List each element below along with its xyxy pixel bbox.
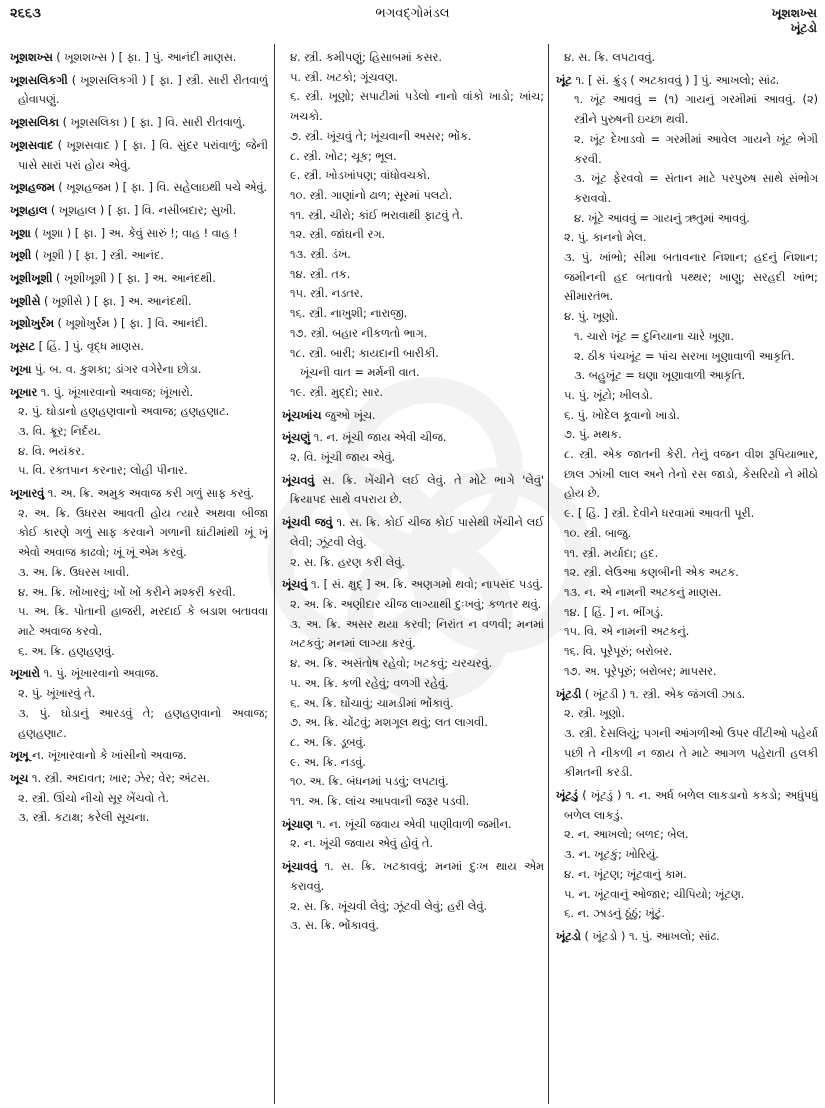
numbered-sense: ૪. પું. ખૂણો.	[564, 310, 619, 324]
column-right	[556, 48, 818, 1103]
numbered-sense: ૬. ન. ઝાડનું ઠૂંઠું; ખૂંટું.	[564, 907, 665, 921]
definition: ( ખૂશહાલ ) [ ફા. ] વિ. નસીબદાર; સુખી.	[47, 203, 237, 217]
headword: ખૂખારો	[10, 667, 41, 681]
numbered-sense: ૩. પું. ખાંભો; સીમા બતાવનાર નિશાન; હદનું નિશાન; જમીનની હદ બતાવતો પથ્થર; ખાણુ; સરહદી ખાંભ; સીમારતંભ.	[564, 251, 818, 304]
numbered-sense: ૫. અ. ક્રિ. પોતાની હાજરી, મરદાઈ કે બડાશ બતાવવા માટે અવાજ કરવો.	[18, 605, 268, 638]
definition: સ. ક્રિ. ખેંચીને લઈ લેવું. તે મોટે ભાગે 'લેવું' ક્રિયાપદ સાથે વપરાય છે.	[290, 473, 544, 507]
definition: ( ખૂશોખુર્રમ ) [ ફા. ] વિ. આનંદી.	[53, 317, 208, 331]
numbered-sense: ૯. અ. ક્રિ. નડવું.	[290, 755, 366, 769]
entry-line	[10, 337, 268, 357]
entry-line	[10, 746, 268, 766]
definition: ૧. ન. ખૂંચી જાય એવી ચીજ.	[310, 431, 447, 445]
entry-line	[10, 269, 268, 289]
dictionary-entry	[10, 360, 268, 380]
definition: ૧. સ. ક્રિ. ખટકાવવું; મનમાં દુઃખ થાય એમ કરાવવું.	[290, 860, 544, 893]
definition: ( ખૂશશખ્સ ) [ ફા. ] પું. આનંદી માણસ.	[52, 51, 237, 64]
entry-line	[10, 48, 268, 68]
headword: ખૂખારવું	[10, 487, 45, 501]
numbered-sense: ૭. અ. ક્રિ. ચોંટવું; મશગૂલ થવું; લત લાગવી.	[290, 716, 488, 730]
numbered-sense: ૫. વિ. રક્તપાન કરનાર; લોહી પીનાર.	[18, 464, 188, 478]
headword: ખૂખૂ	[10, 749, 29, 763]
numbered-sense: ૨. સ્ત્રી. ખૂણો.	[564, 707, 625, 721]
entry-line	[10, 383, 268, 403]
phrase-sense: ૨. ખૂંટ દેખાડવો = ગરમીમાં આવેલ ગાયને ખૂંટ ભેગી કરવી.	[574, 132, 818, 166]
page-header	[0, 0, 825, 40]
numbered-sense: ૧૫. સ્ત્રી. નડતર.	[290, 287, 364, 301]
dictionary-entry	[10, 484, 268, 661]
guide-word-last: ખૂંટડો	[790, 21, 817, 35]
dictionary-entry	[282, 857, 544, 936]
numbered-sense: ૩. અ. ક્રિ. ઉધરસ ખાવી.	[18, 565, 130, 579]
entry-line	[10, 224, 268, 244]
entry-line	[10, 113, 268, 133]
numbered-sense: ૪. સ. ક્રિ. લપટાવવું.	[564, 51, 656, 64]
dictionary-entry	[282, 815, 544, 854]
numbered-sense: ૧૦. સ્ત્રી. ગાણાંનો ઢાળ; સૂરમાં પલટો.	[290, 188, 453, 202]
numbered-sense: ૧૪. [ હિં. ] ન. ભીંગડું.	[564, 605, 664, 619]
dictionary-entry	[10, 337, 268, 357]
numbered-sense: ૧૬. વિ. પૂરેપૂરું; બરોબર.	[564, 645, 673, 659]
definition: ૧. પું. ખૂંખારવાનો અવાજ.	[40, 667, 159, 681]
numbered-sense: ૮. અ. ક્રિ. ડૂબવું.	[290, 735, 367, 749]
dictionary-entry	[10, 664, 268, 743]
numbered-sense: ૧૭. સ્ત્રી. બહાર નીકળતો ભાગ.	[290, 326, 428, 340]
definition: ૧. પું. ખૂંખારવાનો અવાજ; ખૂંખારો.	[37, 385, 194, 399]
entry-line	[282, 815, 544, 835]
headword: ખૂશશખ્સ	[10, 51, 53, 64]
numbered-sense: ૧૦. સ્ત્રી. બાજુ.	[564, 526, 632, 540]
dictionary-entry	[10, 769, 268, 828]
numbered-sense: ૧૧. અ. ક્રિ. લાંચ આપવાની જરૂર પડવી.	[290, 795, 470, 809]
numbered-sense: ૩. અ. ક્રિ. અસર થયા કરવી; નિરાંત ન વળવી; મનમાં ખટકવું; મનમાં લાગ્યા કરવું.	[290, 617, 544, 651]
entry-line	[282, 471, 544, 510]
numbered-sense: ૮. સ્ત્રી. એક જાતની કેરી. તેનું વજન વીશ રૂપિયાભાર, છાલ ઝાંખી લાલ અને તેનો રસ જાડો, કેસરિયો ને મીઠો હોય છે.	[564, 448, 818, 501]
numbered-sense: ૯. [ હિં. ] સ્ત્રી. દેવીને ધરવામાં આવતી પૂરી.	[564, 507, 755, 521]
headword: ખૂખા	[10, 362, 32, 376]
headword: ખૂંટડી	[556, 687, 582, 701]
definition: ( ખૂશસલિકગી ) [ ફા. ] સ્ત્રી. સારી રીતવાળું હોવાપણું.	[18, 73, 268, 107]
numbered-sense: ૬. સ્ત્રી. ખૂણો; સપાટીમાં પડેલો નાનો વાંકો ખાડો; ખાંચ; ખચકો.	[290, 90, 544, 124]
phrase-sense: ૩. ખૂંટ ફેરવવો = સંતાન માટે પરપુરુષ સાથે સંભોગ કરાવવો.	[574, 172, 818, 205]
dictionary-entry	[10, 224, 268, 244]
numbered-sense: ૧૪. સ્ત્રી. તક.	[290, 267, 351, 281]
definition: ૧. [ સં. ક્રુંડ્ ( અટકાવવું ) ] પું. આખલો; સાંઢ.	[571, 73, 780, 87]
definition: ( ખૂશા ) [ ફા. ] અ. કેવું સારું !; વાહ ! વાહ !	[30, 226, 238, 240]
numbered-sense: ૧૫. વિ. એ નામની અટકનું.	[564, 625, 690, 639]
numbered-sense: ૧૯. સ્ત્રી. મુદ્દો; સાર.	[290, 385, 384, 399]
definition: ( ખૂશસવાદ ) [ ફા. ] વિ. સુંદર પરાંવાળું; જેની પાસે સારાં પરાં હોય એવું.	[18, 138, 268, 172]
dictionary-entry	[10, 136, 268, 175]
definition: [ હિં. ] પું. વૃદ્ધ માણસ.	[35, 340, 144, 354]
headword: ખૂશા	[10, 226, 31, 240]
definition: ( ખૂશસલિકા ) [ ફા. ] વિ. સારી રીતવાળું.	[58, 116, 246, 130]
definition: ( ખૂશીસે ) [ ફા. ] અ. આનંદથી.	[40, 294, 192, 308]
headword: ખૂશહજમ	[10, 181, 55, 195]
definition: ( ખૂંટડું ) ૧. ન. અર્ધ બળેલ લાકડાનો કકડો; અધુંપધું બળેલ લાકડું.	[564, 789, 818, 822]
numbered-sense: ૩. પું. ઘોડાનું આરડવું તે; હણહણવાનો અવાજ; હણહણાટ.	[18, 706, 268, 740]
numbered-sense: ૨. સ. ક્રિ. ખૂંચવી લેવું; ઝૂંટવી લેવું; હરી લેવું.	[290, 899, 488, 913]
numbered-sense: ૨. વિ. ખૂંચી જાય એવું.	[290, 451, 396, 465]
headword: ખૂંચવું	[282, 578, 308, 592]
headword: ખૂશોખુર્રમ	[10, 317, 54, 331]
numbered-sense: ૨. અ. ક્રિ. અણીદાર ચીજ લાગ્યાથી દુઃખવું; કળતર થવું.	[290, 597, 542, 611]
dictionary-entry	[10, 746, 268, 766]
column-middle	[282, 48, 544, 1103]
column-divider	[548, 44, 549, 1104]
numbered-sense: ૧૨. સ્ત્રી. જાંઘની રગ.	[290, 228, 386, 242]
definition: ( ખૂંટડી ) ૧. સ્ત્રી. એક જંગલી ઝાડ.	[581, 687, 746, 701]
dictionary-entry	[10, 383, 268, 482]
numbered-sense: ૪. વિ. ભયંકર.	[18, 444, 85, 458]
dictionary-entry	[556, 48, 818, 68]
dictionary-entry	[282, 471, 544, 510]
numbered-sense: ૨. અ. ક્રિ. ઉધરસ આવતી હોય ત્યારે અથવા બીજા કોઈ કારણે ગળું સાફ કરવાને ગળાની ઘાંટીમાંથી ખૂં ખૂં એવો અવાજ કાઢવો; ખૂં ખૂં એમ કરવું.	[18, 506, 268, 560]
definition: ( ખૂશહજમ ) [ ફા. ] વિ. સહેલાઇથી પચે એવું.	[54, 181, 268, 195]
numbered-sense: ૭. સ્ત્રી. ખૂંચવું તે; ખૂંચવાની અસર; ભોંક.	[290, 129, 472, 143]
entry-line	[556, 71, 818, 91]
numbered-sense: ૧૩. સ્ત્રી. ડંખ.	[290, 248, 351, 262]
headword: ખૂશહાલ	[10, 203, 48, 217]
definition: ૧. ન. ખૂંચી જવાય એવી પાણીવાળી જમીન.	[312, 817, 512, 831]
guide-words	[772, 6, 817, 36]
numbered-sense: ૯. સ્ત્રી. ખોડખાંપણ; વાંધોવચકો.	[290, 169, 431, 183]
definition: ( ખૂંટડો ) ૧. પું. આખલો; સાંઢ.	[580, 929, 720, 943]
dictionary-entry	[282, 575, 544, 811]
numbered-sense: ૩. વિ. ક્રૂર; નિર્દય.	[18, 424, 101, 438]
definition: ( ખૂશીખૂશી ) [ ફા. ] અ. આનંદથી.	[52, 272, 216, 286]
dictionary-entry	[556, 927, 818, 947]
phrase-sense: ૨. ઠીક પંચખૂંટ = પાંચ સરખા ખૂણાવાળી આકૃતિ.	[574, 349, 795, 363]
headword: ખૂંચવવું	[282, 473, 315, 487]
numbered-sense: ૬. અ. ક્રિ. ઘોંચાવું; ચામડીમાં ભોંકાવું.	[290, 696, 454, 710]
numbered-sense: ૧૩. ન. એ નામની અટકનું માણસ.	[564, 585, 722, 599]
definition: પું. બ. વ. કુશકા; ડાંગર વગેરેના છોડા.	[31, 362, 202, 376]
column-divider	[274, 44, 275, 1104]
headword: ખૂંચાવવું	[282, 860, 318, 874]
book-title: ભગવદ્ગોમંડલ	[375, 6, 450, 21]
entry-line	[10, 178, 268, 198]
numbered-sense: ૨. પું. કાનનો મેલ.	[564, 231, 647, 245]
headword: ખૂંચખાંચ	[282, 408, 322, 422]
dictionary-entry	[10, 314, 268, 334]
dictionary-entry	[10, 269, 268, 289]
phrase-sense: ૩. બહુખૂંટ = ઘણા ખૂણાવાળી આકૃતિ.	[574, 369, 746, 383]
numbered-sense: ૩. સ્ત્રી. કટાક્ષ; કરેલી સૂચના.	[18, 811, 150, 825]
numbered-sense: ૨. સ્ત્રી. ઊંચો નીચો સૂર ખેંચવો તે.	[18, 791, 170, 805]
dictionary-entry	[556, 71, 818, 682]
entry-line	[10, 292, 268, 312]
entry-line	[10, 484, 268, 504]
entry-line	[556, 786, 818, 825]
definition: ૧. સ્ત્રી. અદાવત; ખાર; ઝેર; વેર; અંટસ.	[28, 771, 210, 785]
headword: ખૂશસલિકગી	[10, 73, 68, 87]
definition: ( ખૂશી ) [ ફા. ] સ્ત્રી. આનંદ.	[31, 249, 164, 263]
entry-line	[10, 201, 268, 221]
numbered-sense: ૫. સ્ત્રી. ખટકો; ગૂંચવણ.	[290, 70, 398, 84]
headword: ખૂશી	[10, 249, 32, 263]
dictionary-entry	[282, 513, 544, 572]
numbered-sense: ૪. અ. ક્રિ. ખોંખારવું; ખોં ખોં કરીને મશ્કરી કરવી.	[18, 585, 236, 599]
numbered-sense: ૩. સ. ક્રિ. ભોંકાવવું.	[290, 919, 380, 933]
headword: ખૂશીખૂશી	[10, 272, 53, 286]
definition: ૧. અ. ક્રિ. અમુક અવાજ કરી ગળું સાફ કરવું.	[44, 487, 255, 501]
page-number: ૨૬૬૩	[10, 6, 41, 21]
entry-line	[10, 136, 268, 175]
entry-line	[10, 360, 268, 380]
dictionary-entry	[10, 292, 268, 312]
numbered-sense: ૪. ન. ખૂંટણ; ખૂંટવાનું કામ.	[564, 867, 687, 881]
entry-line	[282, 857, 544, 896]
entry-line	[282, 428, 544, 448]
headword: ખૂંચવી જવું	[282, 516, 333, 530]
definition: ૧. [ સં. ક્ષુદ્ ] અ. ક્રિ. અણગમો થવો; નાપસંદ પડવું.	[307, 578, 543, 592]
entry-line	[282, 406, 544, 426]
definition: ૧. સ. ક્રિ. કોઈ ચીજ કોઈ પાસેથી ખેંચીને લઈ લેવી; ઝૂંટવી લેવું.	[290, 516, 544, 549]
headword: ખૂશસવાદ	[10, 138, 54, 152]
numbered-sense: ૫. અ. ક્રિ. કળી રહેવું; વળગી રહેવું.	[290, 676, 449, 690]
numbered-sense: ૧૧. સ્ત્રી. ચીરો; કાંઈ ભરાવાથી ફાટવું તે.	[290, 208, 464, 222]
dictionary-entry	[282, 48, 544, 403]
phrase-sense: ૧. ચારો ખૂંટ = દુનિયાના ચારે ખૂણા.	[574, 329, 735, 343]
dictionary-entry	[10, 48, 268, 68]
headword: ખૂંચણું	[282, 431, 311, 445]
dictionary-entry	[10, 178, 268, 198]
entry-line	[282, 513, 544, 552]
entry-line	[282, 575, 544, 595]
numbered-sense: ૩. સ્ત્રી. દેસલિયું; પગની આંગળીઓ ઉપર વીંટીઓ પહેર્યા પછી તે નીકળી ન જાય તે માટે આગળ પહેરાતી હલકી કીમતની કરડી.	[564, 726, 818, 780]
dictionary-entry	[10, 113, 268, 133]
phrase-sense: ૪. ખૂંટે આવવું = ગાયનું ઋતુમાં આવવું.	[574, 211, 750, 225]
dictionary-entry	[556, 786, 818, 924]
dictionary-entry	[10, 246, 268, 266]
numbered-sense: ૧૧. સ્ત્રી. મર્યાદા; હદ.	[564, 546, 659, 560]
headword: ખૂંટડું	[556, 789, 579, 803]
numbered-sense: ૬. અ. ક્રિ. હણહણવું.	[18, 644, 115, 658]
headword: ખૂચ	[10, 771, 29, 785]
numbered-sense: ૨. પું. ખૂંખારવું તે.	[18, 687, 96, 701]
dictionary-entry	[282, 406, 544, 426]
numbered-sense: ૭. પું. મથક.	[564, 428, 622, 442]
entry-line	[556, 927, 818, 947]
headword: ખૂશસલિકા	[10, 116, 59, 130]
headword: ખૂંટડો	[556, 929, 581, 943]
numbered-sense: ૩. ન. ખૂટકું; ખોરિયું.	[564, 848, 659, 862]
entry-line	[10, 769, 268, 789]
dictionary-entry	[282, 428, 544, 467]
column-left	[10, 48, 268, 1103]
headword: ખૂશીસે	[10, 294, 41, 308]
numbered-sense: ૧૬. સ્ત્રી. નાખુશી; નારાજી.	[290, 307, 408, 321]
numbered-sense: ૨. સ. ક્રિ. હરણ કરી લેવું.	[290, 555, 405, 569]
phrase-sense: ૧. ખૂંટ આવવું = (૧) ગાયનું ગરમીમાં આવવું. (૨) સ્ત્રીને પુરુષની ઇચ્છા થવી.	[574, 93, 818, 127]
headword: ખૂંચાણ	[282, 817, 313, 831]
numbered-sense: ૨. ન. ખૂંચી જવાય એવું હોવું તે.	[290, 837, 434, 851]
numbered-sense: ૨. ન. આખલો; બળદ; બેલ.	[564, 828, 689, 842]
dictionary-entry	[10, 201, 268, 221]
definition: ન. ખૂંખારવાનો કે ખાંસીનો અવાજ.	[28, 749, 187, 763]
numbered-sense: ૫. પું. ખૂંટો; ખીલડો.	[564, 388, 653, 402]
numbered-sense: ૮. સ્ત્રી. ખોટ; ચૂક; ભૂલ.	[290, 149, 397, 163]
guide-word-first: ખૂશશખ્સ	[771, 6, 817, 20]
numbered-sense: ૬. પું. ખોદેલ કૂવાનો ખાડો.	[564, 408, 680, 422]
numbered-sense: ૪. સ્ત્રી. કમીપણું; હિસાબમાં કસર.	[290, 51, 442, 64]
idiom-phrase: ખૂંચની વાત = મર્મની વાત.	[300, 366, 420, 380]
numbered-sense: ૧૭. અ. પૂરેપૂરું; બરોબર; માપસર.	[564, 664, 717, 678]
entry-line	[556, 685, 818, 705]
numbered-sense: ૧૮. સ્ત્રી. બારી; કાયદાની બારીકી.	[290, 346, 439, 360]
headword: ખૂંટ	[556, 73, 572, 87]
dictionary-entry	[556, 685, 818, 784]
numbered-sense: ૧૨. સ્ત્રી. લેઉઆ કણબીની એક અટક.	[564, 566, 739, 580]
numbered-sense: ૧૦. અ. ક્રિ. બંધનમાં પડવું; લપટાવું.	[290, 775, 449, 789]
entry-line	[10, 71, 268, 110]
headword: ખૂખાર	[10, 385, 38, 399]
numbered-sense: ૫. ન. ખૂંટવાનું ઓજાર; ચીપિયો; ખૂંટણ.	[564, 887, 745, 901]
entry-line	[10, 246, 268, 266]
headword: ખૂસટ	[10, 340, 36, 354]
dictionary-entry	[10, 71, 268, 110]
entry-line	[10, 664, 268, 684]
definition: જુઓ ખૂંચ.	[321, 408, 376, 422]
numbered-sense: ૨. પું. ઘોડાનો હણહણવાનો અવાજ; હણહણાટ.	[18, 405, 230, 419]
numbered-sense: ૪. અ. ક્રિ. અસંતોષ રહેવો; ખટકવું; ચરચરવું.	[290, 657, 493, 671]
entry-line	[10, 314, 268, 334]
